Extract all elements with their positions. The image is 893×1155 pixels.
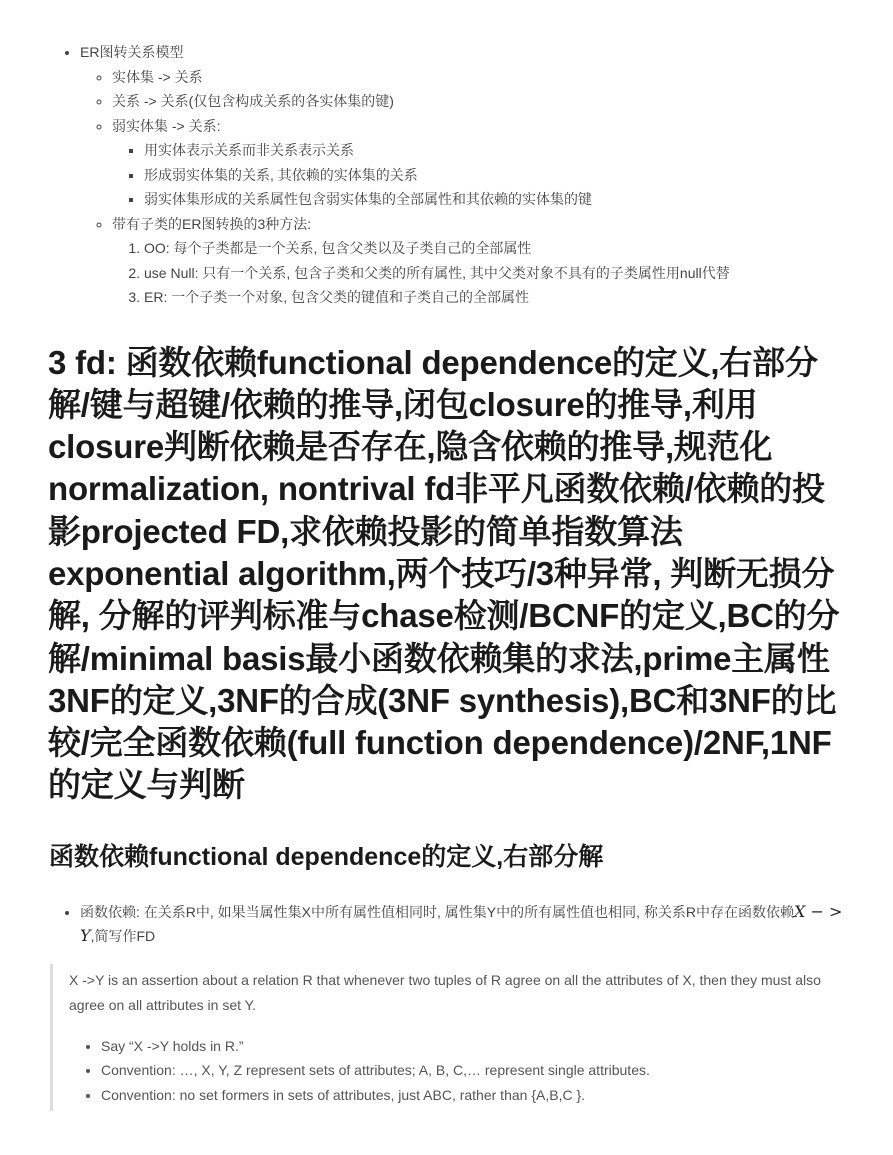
- list-item: 1. OO: 每个子类都是一个关系, 包含父类以及子类自己的全部属性: [144, 236, 845, 261]
- weak-entity-sublist: [112, 138, 845, 212]
- list-item-subclass: [112, 212, 845, 310]
- definition-list: [50, 900, 845, 948]
- list-item: ▪ 形成弱实体集的关系, 其依赖的实体集的关系: [144, 163, 845, 188]
- quote-bullets: [69, 1034, 845, 1108]
- list-item: 2. use Null: 只有一个关系, 包含子类和父类的所有属性, 其中父类对象不具有的子类属性用null代替: [144, 261, 845, 286]
- definition-suffix: ,简写作FD: [90, 927, 156, 944]
- list-item: ▪ 弱实体集形成的关系属性包含弱实体集的全部属性和其依赖的实体集的键: [144, 187, 845, 212]
- subclass-method-list: [112, 236, 845, 310]
- er-list: [50, 40, 845, 310]
- fd-formula: X − > Y: [80, 901, 843, 945]
- list-item: • Convention: …, X, Y, Z represent sets of attributes; A, B, C,… represent single attributes.: [101, 1058, 845, 1083]
- list-item-label: 带有子类的ER图转换的3种方法:: [112, 215, 312, 232]
- er-sublist: [80, 65, 845, 310]
- section-heading: 3 fd: 函数依赖functional dependence的定义,右部分解/键与超键/依赖的推导,闭包closure的推导,利用closure判断依赖是否存在,隐含依赖的推导,规范化normalization, nontrival fd非平凡函数依赖/依赖的投影projected FD,求依赖投影的简单指数算法exponential algorithm,两个技巧/3种异常, 判断无损分解, 分解的评判标准与chase检测/BCNF的定义,BC的分解/minimal basis最小函数依赖集的求法,prime主属性3NF的定义,3NF的合成(3NF synthesis),BC和3NF的比较/完全函数依赖(full function dependence)/2NF,1NF的定义与判断: [48, 343, 840, 804]
- list-item: 3. ER: 一个子类一个对象, 包含父类的键值和子类自己的全部属性: [144, 285, 845, 310]
- list-item-er-model: [80, 40, 845, 310]
- quote-paragraph: X ->Y is an assertion about a relation R that whenever two tuples of R agree on all the attributes of X, then they must also agree on all attributes in set Y.: [69, 971, 821, 1013]
- list-item: • Say “X ->Y holds in R.”: [101, 1034, 845, 1059]
- list-item-label: 弱实体集 -> 关系:: [112, 117, 221, 134]
- list-item: • Convention: no set formers in sets of attributes, just ABC, rather than {A,B,C }.: [101, 1083, 845, 1108]
- subsection-heading: 函数依赖functional dependence的定义,右部分解: [49, 842, 604, 871]
- list-item: ◦ 实体集 -> 关系: [112, 65, 845, 90]
- list-item-weak-entity: [112, 114, 845, 212]
- quote-block: [50, 964, 845, 1112]
- list-item-fd-definition: [80, 900, 845, 948]
- list-item: ◦ 关系 -> 关系(仅包含构成关系的各实体集的键): [112, 89, 845, 114]
- definition-text: 函数依赖: 在关系R中, 如果当属性集X中所有属性值相同时, 属性集Y中的所有属性值也相同, 称关系R中存在函数依赖: [80, 903, 795, 920]
- list-item: ▪ 用实体表示关系而非关系表示关系: [144, 138, 845, 163]
- list-item-label: ER图转关系模型: [80, 44, 184, 60]
